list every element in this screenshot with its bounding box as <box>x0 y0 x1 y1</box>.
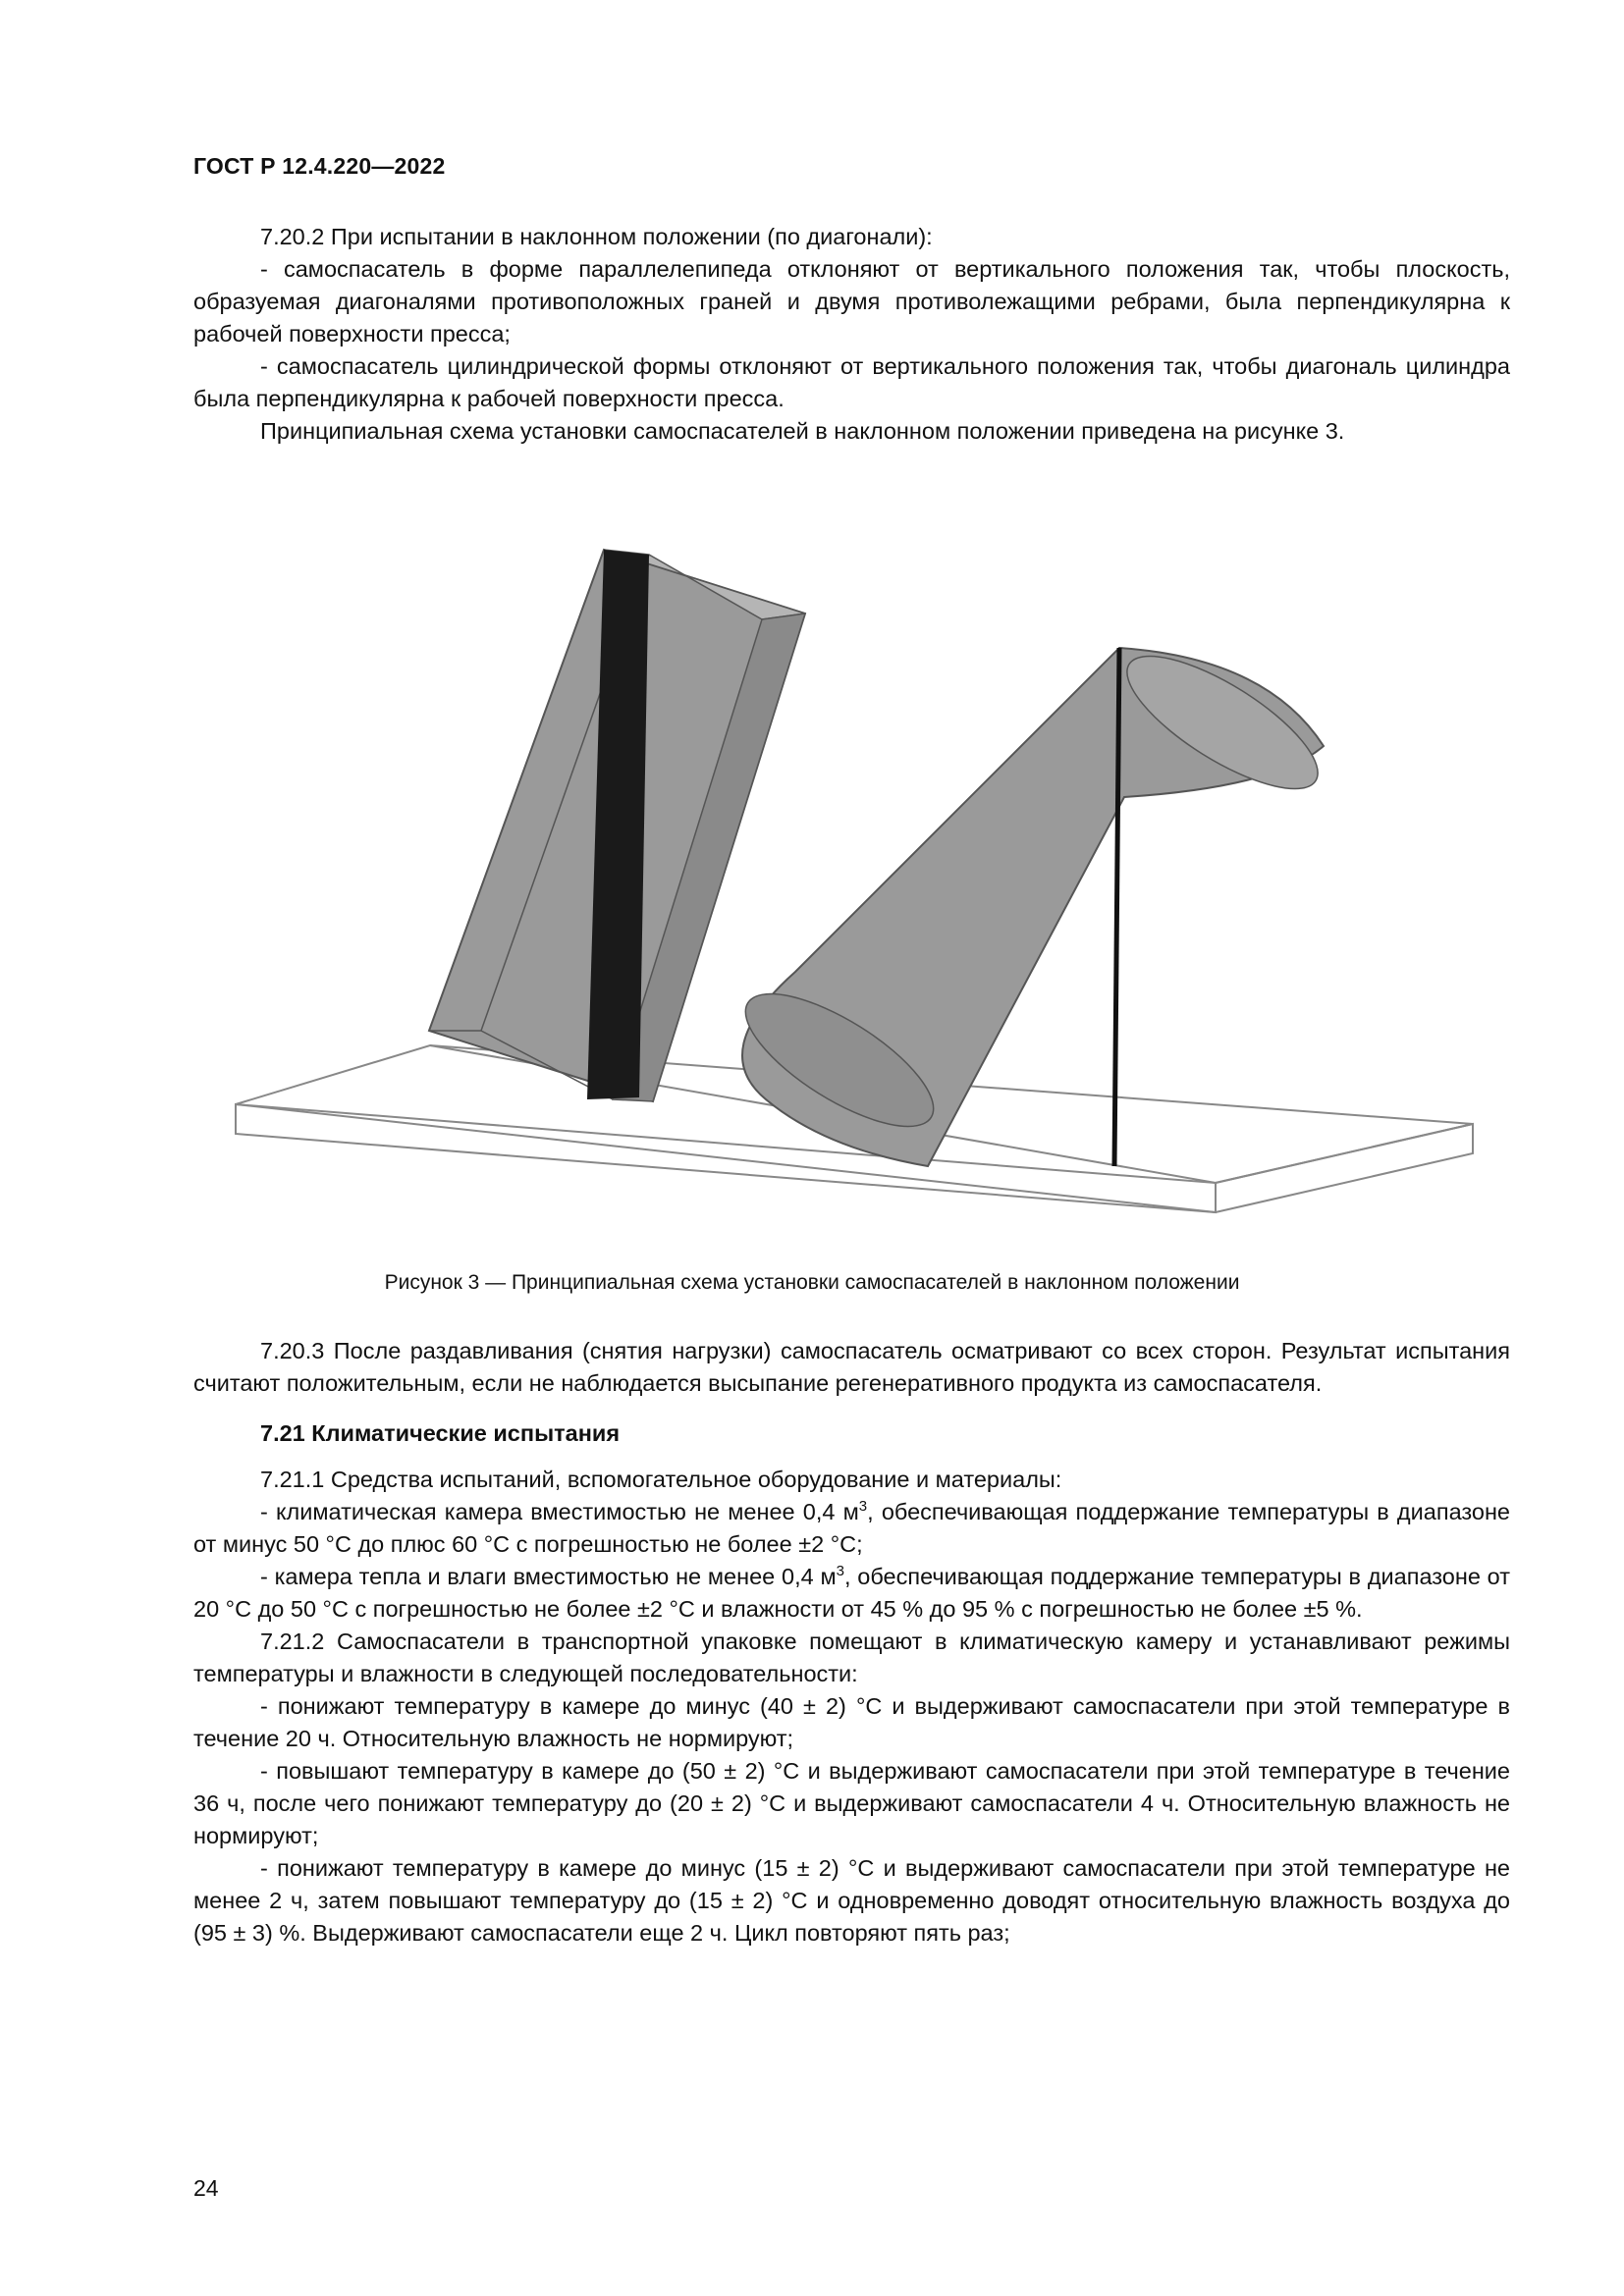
paragraph-7-21-1: 7.21.1 Средства испытаний, вспомогательное оборудование и материалы: <box>260 1467 1062 1492</box>
climate-chamber-text-a: - климатическая камера вместимостью не менее 0,4 м <box>260 1499 859 1524</box>
heat-chamber-text-a: - камера тепла и влаги вместимостью не менее 0,4 м <box>260 1564 837 1589</box>
paragraph-heat-humidity-chamber <box>193 1561 1510 1626</box>
paragraph-figure-ref: Принципиальная схема установки самоспасателей в наклонном положении приведена на рисунке 3. <box>260 418 1345 444</box>
section-7-21-heading: 7.21 Климатические испытания <box>260 1420 621 1446</box>
page-number: 24 <box>193 2175 219 2201</box>
paragraph-step-minus-40: - понижают температуру в камере до минус (40 ± 2) °С и выдерживают самоспасатели при этой температуре в течение 20 ч. Относительную влажность не нормируют; <box>193 1693 1510 1751</box>
paragraph-7-20-3: 7.20.3 После раздавливания (снятия нагрузки) самоспасатель осматривают со всех сторон. Результат испытания считают положительным, если не наблюдается высыпание регенеративного продукта из самоспасателя. <box>193 1338 1510 1396</box>
paragraph-7-21-2: 7.21.2 Самоспасатели в транспортной упаковке помещают в климатическую камеру и устанавливают режимы температуры и влажности в следующей последовательности: <box>193 1629 1510 1686</box>
section-7-20-3 <box>193 1335 1510 1949</box>
paragraph-cylinder: - самоспасатель цилиндрической формы отклоняют от вертикального положения так, чтобы диагональ цилиндра была перпендикулярна к рабочей поверхности пресса. <box>193 353 1510 411</box>
heat-chamber-superscript: 3 <box>836 1563 844 1579</box>
document-header: ГОСТ Р 12.4.220—2022 <box>193 153 446 179</box>
paragraph-climate-chamber <box>193 1496 1510 1561</box>
section-7-20-2 <box>193 221 1510 448</box>
heat-chamber-text-b: , обеспечивающая поддержание температуры в диапазоне от 20 °С до 50 °С с погрешностью не более ±2 °С и влажности от 45 % до 95 % с погрешностью не более ±5 %. <box>193 1564 1510 1622</box>
paragraph-step-plus-50: - повышают температуру в камере до (50 ± 2) °С и выдерживают самоспасатели при этой температуре в течение 36 ч, после чего понижают температуру до (20 ± 2) °С и выдерживают самоспасатели 4 ч. Относительную влажность не нормируют; <box>193 1758 1510 1848</box>
paragraph-parallelepiped: - самоспасатель в форме параллелепипеда отклоняют от вертикального положения так, чтобы плоскость, образуемая диагоналями противоположных граней и двумя противолежащими ребрами, была перпендикулярна к рабочей поверхности пресса; <box>193 256 1510 347</box>
paragraph-step-minus-15: - понижают температуру в камере до минус (15 ± 2) °С и выдерживают самоспасатели при этой температуре не менее 2 ч, затем повышают температуру до (15 ± 2) °С и одновременно доводят относительную влажность воздуха до (95 ± 3) %. Выдерживают самоспасатели еще 2 ч. Цикл повторяют пять раз; <box>193 1855 1510 1946</box>
climate-chamber-superscript: 3 <box>858 1498 868 1515</box>
figure-caption: Рисунок 3 — Принципиальная схема установки самоспасателей в наклонном положении <box>384 1271 1240 1294</box>
paragraph-7-20-2-intro: 7.20.2 При испытании в наклонном положении (по диагонали): <box>260 224 933 249</box>
climate-chamber-text-b: , обеспечивающая поддержание температуры в диапазоне от минус 50 °С до плюс 60 °С с погрешностью не более ±2 °С; <box>193 1499 1511 1557</box>
figure-3-diagram <box>216 520 1492 1247</box>
